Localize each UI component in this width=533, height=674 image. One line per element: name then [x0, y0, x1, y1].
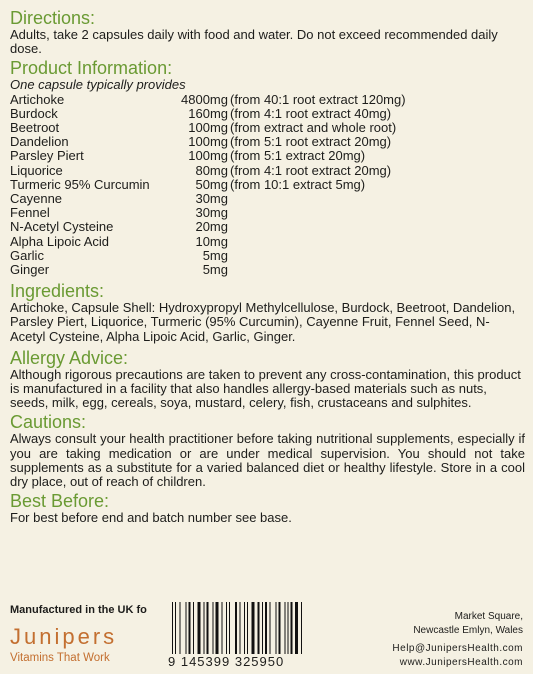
barcode — [170, 602, 346, 654]
nutrient-row — [10, 93, 406, 107]
address-line-2: Newcastle Emlyn, Wales — [413, 625, 523, 636]
nutrient-row — [10, 235, 406, 249]
product-information-heading: Product Information: — [10, 58, 173, 79]
nutrient-amount: 20mg — [195, 219, 228, 235]
nutrient-row — [10, 263, 406, 277]
nutrient-name: Artichoke — [10, 91, 65, 107]
nutrient-amount: 80mg — [195, 162, 228, 178]
nutrient-detail: (from 40:1 root extract 120mg) — [230, 91, 406, 107]
nutrient-amount: 5mg — [202, 262, 228, 278]
cautions-text: Always consult your health practitioner before taking nutritional supplements, especially if you are taking medication or are under medical supervision. You should not take supplements as a substitute for a varied balanced diet or healthy lifestyle. Store in a cool dry place, out of reach of children. — [10, 431, 525, 490]
nutrient-name: Beetroot — [10, 120, 60, 136]
nutrient-name: Turmeric 95% Curcumin — [10, 176, 150, 192]
brand-logo: Junipers — [10, 624, 118, 649]
nutrient-detail: (from extract and whole root) — [230, 120, 397, 136]
allergy-heading: Allergy Advice: — [10, 347, 129, 368]
nutrient-row — [10, 164, 406, 178]
nutrient-detail — [230, 220, 406, 234]
nutrient-name: Parsley Piert — [10, 148, 84, 164]
email-text: Help@JunipersHealth.com — [392, 643, 523, 654]
ingredients-text: Artichoke, Capsule Shell: Hydroxypropyl Methylcellulose, Burdock, Beetroot, Dandelion, Parsley Piert, Liquorice, Turmeric (95% Curcumin), Cayenne Fruit, Fennel Seed, N-Acetyl Cysteine, Alpha Lipoic Acid, Garlic, Ginger. — [10, 300, 516, 344]
nutrient-detail — [230, 249, 406, 263]
nutrient-amount: 5mg — [202, 247, 228, 263]
nutrient-name: Ginger — [10, 262, 50, 278]
brand-tagline: Vitamins That Work — [10, 652, 110, 664]
nutrient-row — [10, 192, 406, 206]
nutrient-name: Dandelion — [10, 134, 69, 150]
nutrient-name: Garlic — [10, 247, 44, 263]
nutrient-detail — [230, 192, 406, 206]
nutrient-amount: 10mg — [195, 233, 228, 249]
nutrient-row — [10, 135, 406, 149]
nutrient-row — [10, 149, 406, 163]
nutrient-table — [10, 93, 406, 278]
address-line-1: Market Square, — [454, 611, 523, 622]
nutrient-name: Liquorice — [10, 162, 63, 178]
website-text: www.JunipersHealth.com — [399, 657, 523, 668]
nutrient-detail — [230, 263, 406, 277]
nutrient-row — [10, 107, 406, 121]
nutrient-row — [10, 178, 406, 192]
address — [413, 610, 523, 638]
directions-text: Adults, take 2 capsules daily with food and water. Do not exceed recommended daily dose. — [10, 27, 498, 57]
nutrient-amount: 100mg — [188, 134, 228, 150]
label-content — [10, 8, 525, 525]
nutrient-name: Alpha Lipoic Acid — [10, 233, 110, 249]
allergy-text: Although rigorous precautions are taken to prevent any cross-contamination, this product is manufactured in a facility that also handles allergy-based materials such as nuts, seeds, milk, egg, cereals, soya, mustard, celery, fish, crustaceans and sulphites. — [10, 366, 521, 411]
label-footer — [0, 598, 533, 674]
nutrient-row — [10, 220, 406, 234]
best-before-text: For best before end and batch number see base. — [10, 510, 292, 526]
barcode-digits: 9 145399 325950 — [168, 654, 285, 669]
directions-heading: Directions: — [10, 8, 96, 28]
nutrient-detail: (from 4:1 root extract 40mg) — [230, 105, 392, 121]
best-before-heading: Best Before: — [10, 491, 110, 512]
nutrient-detail: (from 5:1 extract 20mg) — [230, 148, 366, 164]
nutrient-detail — [230, 235, 406, 249]
contact — [392, 642, 523, 670]
nutrient-detail: (from 4:1 root extract 20mg) — [230, 162, 392, 178]
nutrient-amount: 160mg — [188, 105, 228, 121]
nutrient-row — [10, 249, 406, 263]
nutrient-name: Cayenne — [10, 191, 63, 207]
nutrient-amount: 100mg — [188, 148, 228, 164]
ingredients-heading: Ingredients: — [10, 281, 105, 302]
product-information-intro: One capsule typically provides — [10, 77, 186, 93]
nutrient-name: Burdock — [10, 105, 58, 121]
nutrient-name: Fennel — [10, 205, 50, 221]
nutrient-row — [10, 121, 406, 135]
nutrient-amount: 30mg — [195, 205, 228, 221]
nutrient-amount: 4800mg — [181, 91, 228, 107]
nutrient-detail — [230, 206, 406, 220]
nutrient-amount: 30mg — [195, 191, 228, 207]
nutrient-row — [10, 206, 406, 220]
nutrient-amount: 100mg — [188, 120, 228, 136]
nutrient-detail: (from 10:1 extract 5mg) — [230, 176, 366, 192]
nutrient-amount: 50mg — [195, 176, 228, 192]
nutrient-detail: (from 5:1 root extract 20mg) — [230, 134, 392, 150]
nutrient-name: N-Acetyl Cysteine — [10, 219, 114, 235]
manufactured-note: Manufactured in the UK fo — [10, 604, 147, 616]
cautions-heading: Cautions: — [10, 412, 87, 433]
